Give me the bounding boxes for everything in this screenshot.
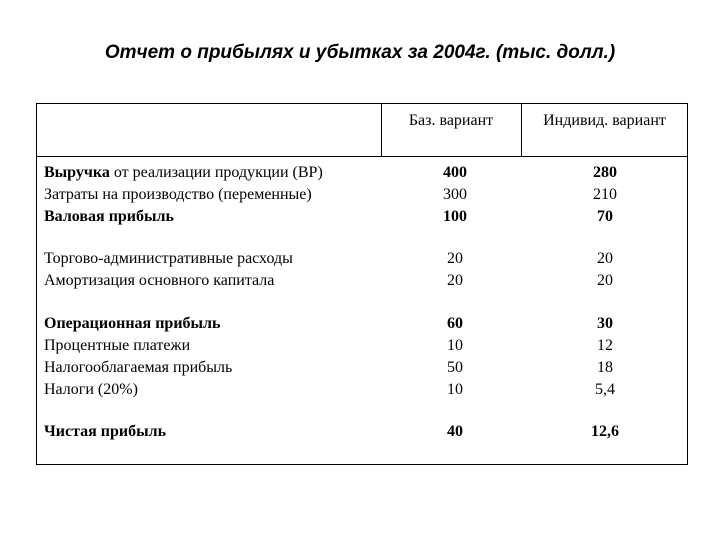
row-label-bold: Операционная прибыль [44, 315, 221, 332]
individual-value: 30 [597, 315, 613, 332]
base-value: 400 [443, 164, 467, 181]
table-row [0, 335, 720, 357]
row-label-bold: Чистая прибыль [44, 423, 167, 440]
column-header-individual: Индивид. вариант [543, 112, 666, 129]
row-group [0, 248, 720, 292]
row-label-text: Налоги (20%) [44, 381, 138, 398]
base-value: 20 [447, 250, 463, 267]
row-label-text: Торгово-административные расходы [44, 250, 293, 267]
row-label [44, 184, 312, 206]
individual-value: 12 [597, 337, 613, 354]
table-row [0, 379, 720, 401]
row-label-text: Амортизация основного капитала [44, 272, 275, 289]
row-label [44, 313, 220, 335]
row-group [0, 162, 720, 228]
base-value: 100 [443, 208, 467, 225]
row-label-text: Процентные платежи [44, 337, 191, 354]
individual-value: 210 [593, 186, 617, 203]
row-label [44, 335, 190, 357]
row-label [44, 206, 174, 228]
row-label [44, 248, 293, 270]
report-title: Отчет о прибылях и убытках за 2004г. (тыс. долл.) [104, 42, 616, 63]
base-value: 60 [447, 315, 463, 332]
individual-value: 20 [597, 272, 613, 289]
individual-value: 280 [593, 164, 617, 181]
table-row [0, 270, 720, 292]
individual-value: 18 [597, 359, 613, 376]
row-group [0, 313, 720, 401]
row-label [44, 421, 166, 443]
row-label [44, 270, 274, 292]
table-row [0, 421, 720, 443]
row-label-text: Налогооблагаемая прибыль [44, 359, 233, 376]
individual-value: 5,4 [595, 381, 615, 398]
base-value: 10 [447, 381, 463, 398]
base-value: 20 [447, 272, 463, 289]
individual-value: 20 [597, 250, 613, 267]
table-row [0, 248, 720, 270]
row-label-text: от реализации продукции (ВР) [109, 164, 323, 181]
row-label-bold: Валовая прибыль [44, 208, 174, 225]
row-label [44, 162, 323, 184]
row-label-bold: Выручка [44, 164, 110, 181]
individual-value: 12,6 [591, 423, 619, 440]
base-value: 300 [443, 186, 467, 203]
row-group [0, 421, 720, 443]
table-row [0, 206, 720, 228]
individual-value: 70 [597, 208, 613, 225]
table-row [0, 184, 720, 206]
row-label-text: Затраты на производство (переменные) [44, 186, 312, 203]
row-label [44, 357, 232, 379]
table-row [0, 313, 720, 335]
table-row [0, 357, 720, 379]
row-label [44, 379, 138, 401]
base-value: 10 [447, 337, 463, 354]
base-value: 40 [447, 423, 463, 440]
table-row [0, 162, 720, 184]
column-header-base: Баз. вариант [408, 112, 494, 129]
base-value: 50 [447, 359, 463, 376]
